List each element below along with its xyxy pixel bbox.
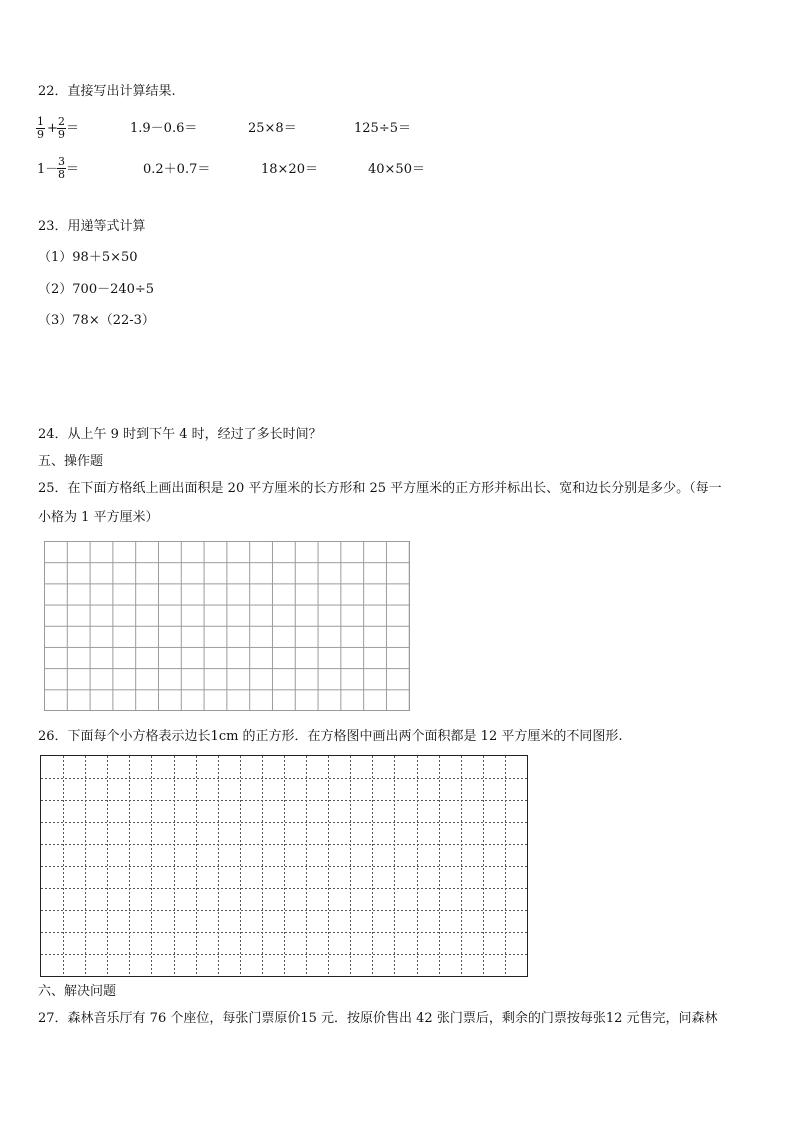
q22-r1-expr-3: 25×8＝ xyxy=(248,121,297,136)
q23-item-1: （1）98＋5×50 xyxy=(38,250,138,265)
q25-grid-paper[interactable] xyxy=(44,541,410,711)
q26-title: 26．下面每个小方格表示边长1cm 的正方形．在方格图中画出两个面积都是 12 平方厘米的不同图形. xyxy=(38,729,623,744)
q25-line-2: 小格为 1 平方厘米） xyxy=(38,510,159,525)
q22-r1-expr-4: 125÷5＝ xyxy=(354,121,411,136)
q23-title: 23．用递等式计算 xyxy=(38,219,146,234)
q22-r2-fraction-1: $\frac{3}{8}$ xyxy=(58,155,65,181)
q22-r1-equals: ＝ xyxy=(66,121,80,136)
q22-r1-fraction-1: $\frac{1}{9}$ xyxy=(37,115,44,141)
section-5-heading: 五、操作题 xyxy=(38,454,104,469)
q26-grid-paper[interactable] xyxy=(40,755,528,977)
q22-r2-expr-3: 18×20＝ xyxy=(261,162,318,177)
q22-r2-equals: ＝ xyxy=(66,162,80,177)
q22-r2-expr-2: 0.2＋0.7＝ xyxy=(143,162,211,177)
q22-title: 22．直接写出计算结果. xyxy=(38,84,176,99)
q22-r2-expr-4: 40×50＝ xyxy=(368,162,425,177)
q25-line-1: 25．在下面方格纸上画出面积是 20 平方厘米的长方形和 25 平方厘米的正方形并标出长、宽和边长分别是多少。（每一 xyxy=(38,481,722,496)
q22-r2-lead: 1－ xyxy=(37,162,59,177)
q24-title: 24．从上午 9 时到下午 4 时，经过了多长时间？ xyxy=(38,427,322,442)
q22-r1-plus: + xyxy=(47,121,58,136)
q23-item-2: （2）700－240÷5 xyxy=(38,282,155,297)
q23-item-3: （3）78×（22-3） xyxy=(38,313,155,328)
q22-r1-fraction-2: $\frac{2}{9}$ xyxy=(58,115,65,141)
q27-line-1: 27．森林音乐厅有 76 个座位，每张门票原价15 元．按原价售出 42 张门票后，剩余的门票按每张12 元售完，问森林 xyxy=(38,1011,718,1026)
q22-r1-expr-2: 1.9－0.6＝ xyxy=(130,121,198,136)
section-6-heading: 六、解决问题 xyxy=(38,984,117,999)
